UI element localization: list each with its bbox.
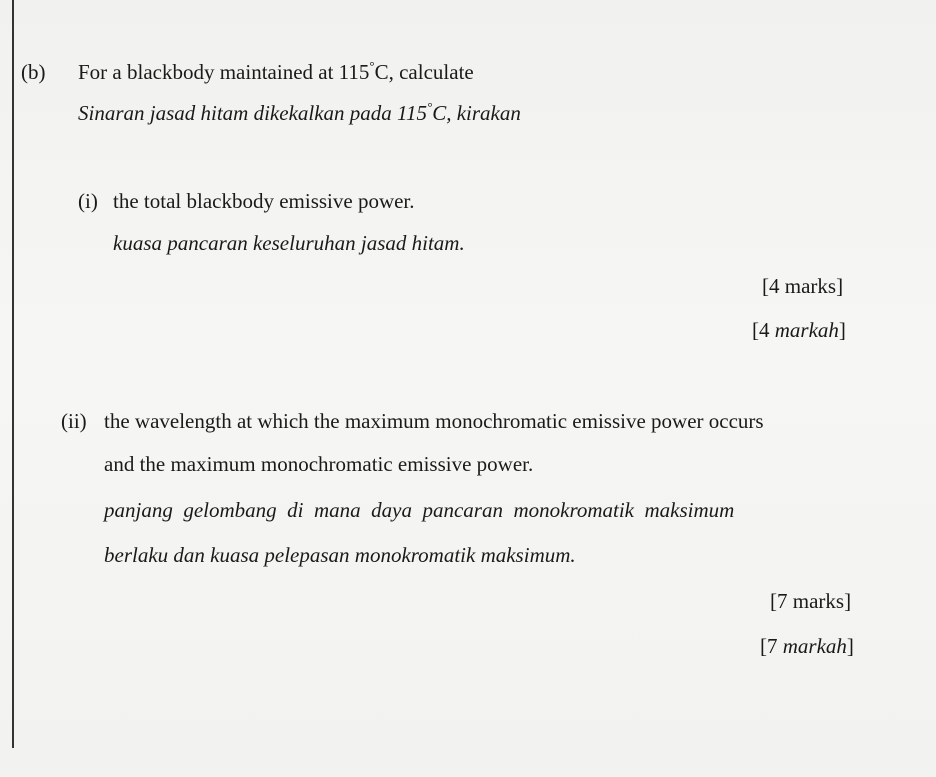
marks-bracket-close: ] <box>846 634 854 658</box>
question-ii-english-line2: and the maximum monochromatic emissive power. <box>104 452 534 476</box>
part-b-malay-post: C, kirakan <box>432 101 521 125</box>
part-b-label: (b) <box>21 60 46 84</box>
question-ii-marks-malay <box>760 636 854 657</box>
part-b-english <box>78 58 474 84</box>
question-ii-label: (ii) <box>61 409 87 433</box>
marks-bracket-close: ] <box>838 318 846 342</box>
part-b-malay-pre: Sinaran jasad hitam dikekalkan pada 115 <box>78 101 427 125</box>
question-i-marks-malay <box>752 320 846 341</box>
marks-bracket-open: [4 <box>752 318 775 342</box>
question-ii-malay-line2: berlaku dan kuasa pelepasan monokromatik maksimum. <box>104 543 576 567</box>
question-ii-english-line1: the wavelength at which the maximum monochromatic emissive power occurs <box>104 409 764 433</box>
degree-symbol: ° <box>427 99 433 114</box>
left-margin-rule <box>12 0 14 748</box>
question-i-malay: kuasa pancaran keseluruhan jasad hitam. <box>113 231 465 255</box>
part-b-malay <box>78 99 521 125</box>
marks-word: markah <box>774 318 839 342</box>
degree-symbol: ° <box>369 58 375 73</box>
question-ii-marks-english: [7 marks] <box>770 589 852 613</box>
marks-word: markah <box>782 634 847 658</box>
question-i-marks-english: [4 marks] <box>762 274 844 298</box>
part-b-english-post: C, calculate <box>374 60 474 84</box>
question-ii-malay-line1: panjang gelombang di mana daya pancaran monokromatik maksimum <box>104 498 735 522</box>
part-b-english-pre: For a blackbody maintained at 115 <box>78 60 370 84</box>
question-i-english: the total blackbody emissive power. <box>113 189 415 213</box>
marks-bracket-open: [7 <box>760 634 783 658</box>
question-i-label: (i) <box>78 189 98 213</box>
